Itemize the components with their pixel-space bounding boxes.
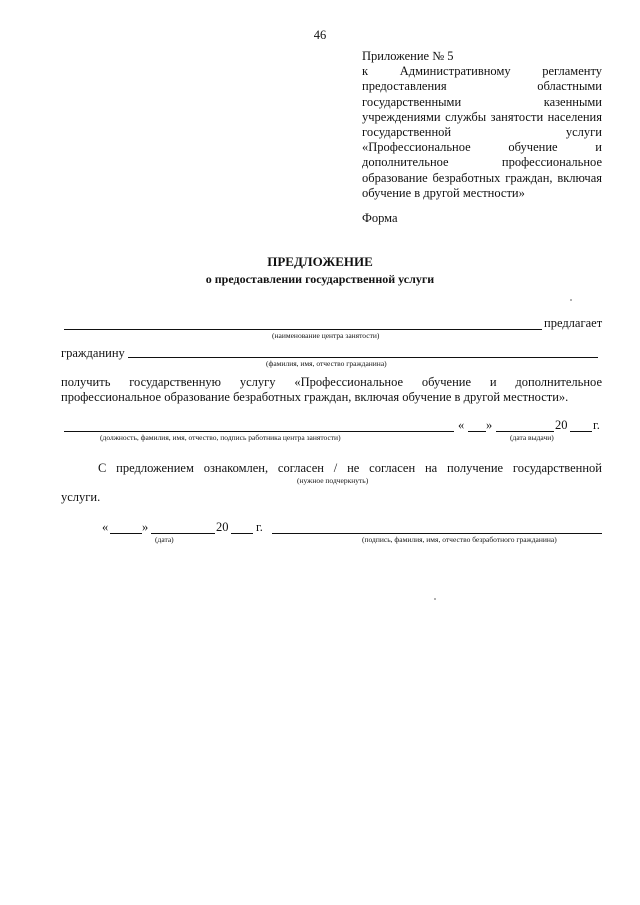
date-close-quote: » <box>142 520 149 534</box>
issue-day-field[interactable] <box>468 431 486 432</box>
year-suffix: г. <box>256 520 263 534</box>
scan-speck <box>570 299 572 301</box>
citizen-day-field[interactable] <box>110 533 142 534</box>
citizen-date-hint: (дата) <box>155 535 174 544</box>
issue-date-hint: (дата выдачи) <box>510 433 554 442</box>
appendix-line: дополнительное профессиональное <box>362 155 602 170</box>
employment-center-hint: (наименование центра занятости) <box>272 331 380 340</box>
document-title: ПРЕДЛОЖЕНИЕ <box>267 254 373 269</box>
employment-center-field[interactable] <box>64 329 542 330</box>
employee-signature-field[interactable] <box>64 431 454 432</box>
scan-speck <box>434 598 436 600</box>
year-suffix: г. <box>593 418 600 432</box>
citizen-name-field[interactable] <box>128 357 598 358</box>
date-close-quote: » <box>486 418 493 432</box>
issue-year-field[interactable] <box>570 431 592 432</box>
citizen-name-hint: (фамилия, имя, отчество гражданина) <box>266 359 387 368</box>
page-number: 46 <box>313 28 327 42</box>
date-open-quote: « <box>102 520 109 534</box>
citizen-label: гражданину <box>61 346 125 360</box>
appendix-line: Приложение № 5 <box>362 49 454 63</box>
consent-hint: (нужное подчеркнуть) <box>297 476 369 485</box>
appendix-line: предоставления областными <box>362 79 602 94</box>
citizen-signature-field[interactable] <box>272 533 602 534</box>
appendix-header <box>362 49 602 201</box>
form-label: Форма <box>362 211 398 225</box>
document-subtitle: о предоставлении государственной услуги <box>205 272 435 286</box>
appendix-line: учреждениями службы занятости населения <box>362 109 602 124</box>
year-prefix: 20 <box>555 418 568 432</box>
date-open-quote: « <box>458 418 465 432</box>
appendix-line: к Административному регламенту <box>362 64 602 79</box>
citizen-month-field[interactable] <box>151 533 215 534</box>
appendix-line: образование безработных граждан, включая <box>362 170 602 185</box>
issue-month-field[interactable] <box>496 431 554 432</box>
employee-signature-hint: (должность, фамилия, имя, отчество, подпись работника центра занятости) <box>100 433 341 442</box>
offers-label: предлагает <box>544 316 603 330</box>
citizen-signature-hint: (подпись, фамилия, имя, отчество безработного гражданина) <box>362 535 557 544</box>
appendix-line: обучение в другой местности» <box>362 185 525 200</box>
appendix-line: «Профессиональное обучение и <box>362 140 602 155</box>
consent-text-line-2: услуги. <box>61 490 101 504</box>
appendix-line: государственными казенными <box>362 94 602 109</box>
consent-text-line-1: С предложением ознакомлен, согласен / не согласен на получение государственной <box>98 461 602 475</box>
citizen-year-field[interactable] <box>231 533 253 534</box>
offer-text-line-1: получить государственную услугу «Профессиональное обучение и дополнительное <box>61 375 602 389</box>
appendix-line: государственной услуги <box>362 125 602 140</box>
offer-text-line-2: профессиональное образование безработных граждан, включая обучение в другой местности». <box>61 390 569 404</box>
year-prefix: 20 <box>216 520 229 534</box>
